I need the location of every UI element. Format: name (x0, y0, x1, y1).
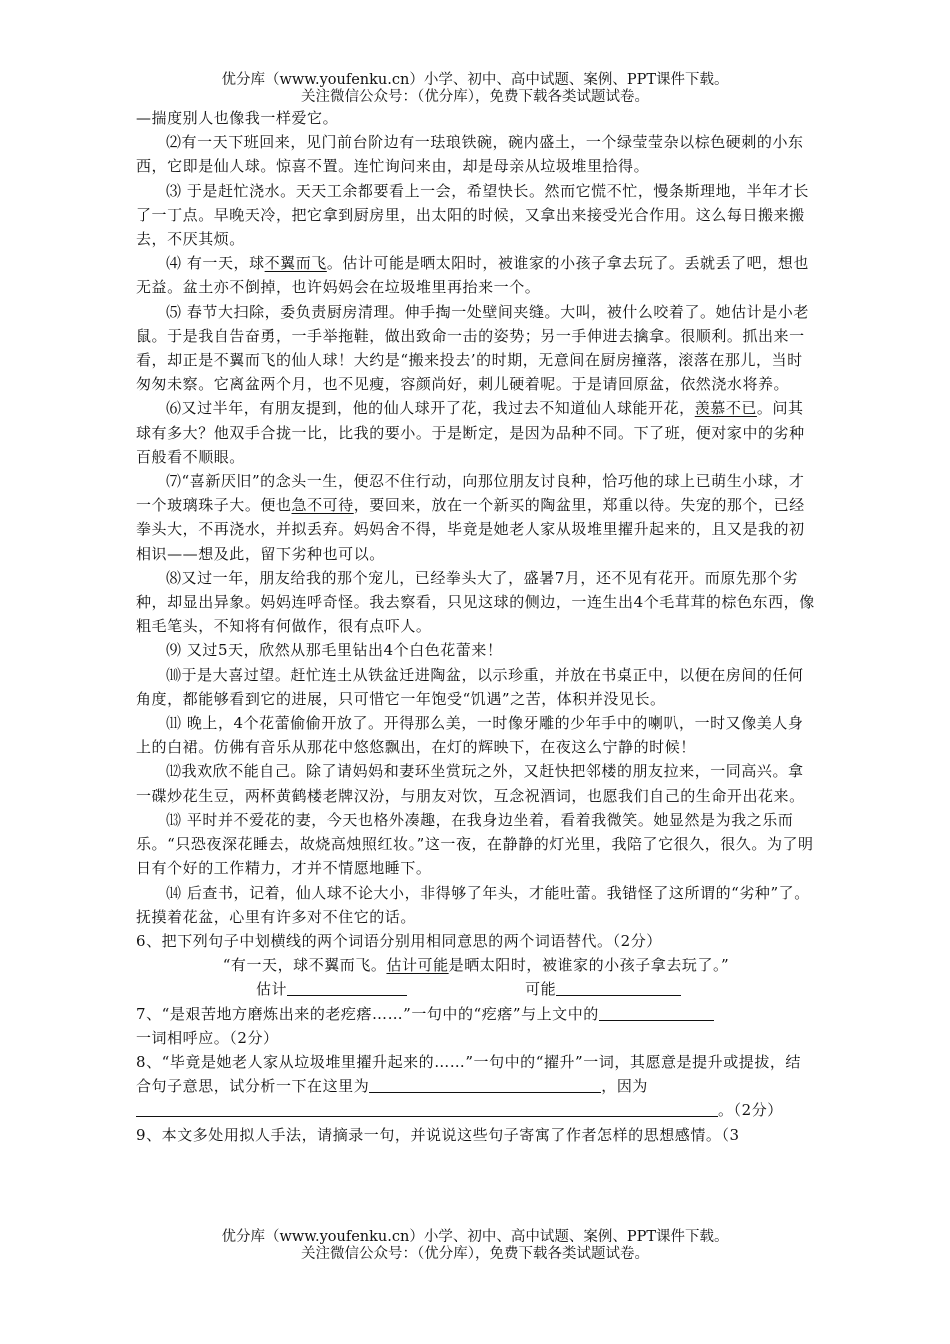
header-line-2: 关注微信公众号：（优分库），免费下载各类试题试卷。 (301, 89, 649, 105)
paragraph-14: ⒁ 后查书，记着，仙人球不论大小，非得够了年头，才能吐蕾。我错怪了这所谓的“劣种”了。抚摸着花盆，心里有许多对不住它的话。 (136, 883, 810, 926)
paragraph-11: ⑾ 晚上，4个花蕾偷偷开放了。开得那么美，一时像牙雕的少年手中的喇叭，一时又像美人身上的白裙。仿佛有音乐从那花中悠悠飘出，在灯的辉映下，在夜这么宁静的时候！ (136, 714, 804, 757)
paragraph-10: ⑽于是大喜过望。赶忙连土从铁盆迁进陶盆，以示珍重，并放在书桌正中，以便在房间的任何角度，都能够看到它的进展，只可惜它一年饱受“饥遇”之苦，体积并没见长。 (136, 665, 804, 708)
paragraph-4-text-b: 。估计可能是晒太阳时，被谁家的小孩子拿去玩了。丢就丢了吧，想也无益。盆土亦不倒掉，也许妈妈会在垃圾堆里再抬来一个。 (136, 254, 809, 297)
question-8-text-b: ，因为 (601, 1077, 648, 1096)
answer-blank-guji[interactable] (287, 980, 407, 996)
question-7-text-a: 7、“是艰苦地方磨炼出来的老疙瘩……”一句中的“疙瘩”与上文中的 (136, 1004, 599, 1023)
question-8-line-2 (136, 1098, 816, 1122)
underlined-phrase-guji-keneng: 估计可能 (386, 956, 449, 975)
paragraph-7-text-b: ，要回来，放在一个新买的陶盆里，郑重以待。失宠的那个，已经拳头大，不再浇水，并拟丢弃。妈妈舍不得，毕竟是她老人家从圾堆里擢升起来的，且又是我的初相识——想及此，留下劣种也可以。 (136, 496, 805, 563)
paragraph-6 (136, 396, 816, 469)
paragraph-8: ⑻又过一年，朋友给我的那个宠儿，已经拳头大了，盛暑7月，还不见有花开。而原先那个劣种，却显出异象。妈妈连呼奇怪。我去察看，只见这球的侧边，一连生出4个毛茸茸的棕色东西，像粗毛笔头，不知将有何做作，很有点吓人。 (136, 568, 815, 636)
question-8-text-c: 。（2分） (718, 1101, 783, 1120)
paragraph-13: ⒀ 平时并不爱花的妻，今天也格外凑趣，在我身边坐着，看着我微笑。她显然是为我之乐而乐。“只恐夜深花睡去，故烧高烛照红妆。”这一夜，在静静的灯光里，我陪了它很久，很久。为了明日有个好的工作精力，才并不情愿地睡下。 (136, 810, 814, 878)
question-7-cont: 一词相呼应。（2分） (136, 1028, 279, 1047)
question-6-stem: 6、把下列句子中划横线的两个词语分别用相同意思的两个词语替代。（2分） (136, 931, 662, 950)
footer-line-2: 关注微信公众号：（优分库），免费下载各类试题试卷。 (301, 1246, 649, 1262)
question-9: 9、本文多处用拟人手法，请摘录一句，并说说这些句子寄寓了作者怎样的思想感情。（3 (136, 1125, 740, 1144)
answer-blank-keneng[interactable] (556, 980, 681, 996)
answer-blank-q7[interactable] (599, 1005, 714, 1021)
paragraph-3: ⑶ 于是赶忙浇水。天天工余都要看上一会，希望快长。然而它慌不忙，慢条斯理地，半年才长了一丁点。早晚天冷，把它拿到厨房里，出太阳的时候，又拿出来接受光合作用。这么每日搬来搬去，不厌其烦。 (136, 181, 809, 249)
underlined-phrase-xianmu-buyi: 羡慕不已 (694, 399, 757, 418)
paragraph-7 (136, 469, 816, 566)
paragraph-7-text-a: ⑺“喜新厌旧”的念头一生，便忍不住行动，向那位朋友讨良种，恰巧他的球上已萌生小球，才一个玻璃珠子大。便也 (136, 472, 805, 515)
question-7 (136, 1002, 816, 1026)
underlined-phrase-buyi-erfei: 不翼而飞 (264, 254, 327, 273)
answer-blank-q8-a[interactable] (369, 1077, 601, 1093)
paragraph-4-text-a: ⑷ 有一天，球 (166, 254, 265, 273)
question-6-quote-b: 是晒太阳时，被谁家的小孩子拿去玩了。” (448, 956, 730, 975)
paragraph-6-text-a: ⑹又过半年，有朋友提到，他的仙人球开了花，我过去不知道仙人球能开花， (166, 399, 695, 418)
question-6-answers (136, 977, 816, 1001)
paragraph-12: ⑿我欢欣不能自己。除了请妈妈和妻环坐赏玩之外，又赶快把邻楼的朋友拉来，一同高兴。拿一碟炒花生豆，两杯黄鹤楼老牌汉汾，与朋友对饮，互念祝酒词，也愿我们自己的生命开出花来。 (136, 762, 805, 805)
paragraph-5: ⑸ 春节大扫除，委负责厨房清理。伸手掏一处壁间夹缝。大叫，被什么咬着了。她估计是小老鼠。于是我自告奋勇，一手举拖鞋，做出致命一击的姿势；另一手伸进去擒拿。很顺利。抓出来一看，却正是不翼而飞的仙人球！大约是“搬来投去’的时期，无意间在厨房撞落，滚落在那儿，当时匆匆未察。它离盆两个月，也不见瘦，容颜尚好，刺儿硬着呢。于是请回原盆，依然浇水将养。 (136, 302, 809, 394)
question-6-quote (136, 953, 816, 977)
paragraph-6-text-b: 。问其球有多大？他双手合拢一比，比我的要小。于是断定，是因为品种不同。下了班，便对家中的劣种百般看不顺眼。 (136, 399, 805, 466)
question-6-label-1: 估计 (256, 980, 288, 999)
question-8 (136, 1050, 816, 1098)
article-body (136, 106, 816, 1147)
question-6-label-2: 可能 (525, 980, 557, 999)
footer-line-1: 优分库（www.youfenku.cn）小学、初中、高中试题、案例、PPT课件下载。 (221, 1229, 729, 1245)
paragraph-9: ⑼ 又过5天，欣然从那毛里钻出4个白色花蕾来！ (166, 641, 503, 660)
underlined-phrase-jibu-kedai: 急不可待 (291, 496, 354, 515)
paragraph-0: —揣度别人也像我一样爱它。 (136, 109, 339, 127)
question-6-quote-a: “有一天，球不翼而飞。 (222, 956, 387, 975)
paragraph-4 (136, 251, 816, 299)
answer-blank-q8-b[interactable] (136, 1101, 718, 1117)
header-line-1: 优分库（www.youfenku.cn）小学、初中、高中试题、案例、PPT课件下载。 (221, 72, 729, 88)
paragraph-2: ⑵有一天下班回来，见门前台阶边有一珐琅铁碗，碗内盛土，一个绿莹莹杂以棕色硬刺的小东西，它即是仙人球。惊喜不置。连忙询问来由，却是母亲从垃圾堆里拾得。 (136, 133, 804, 176)
question-8-text-a: 8、“毕竟是她老人家从垃圾堆里擢升起来的……”一句中的“擢升”一词，其愿意是提升或提拔，结合句子意思，试分析一下在这里为 (136, 1052, 801, 1096)
